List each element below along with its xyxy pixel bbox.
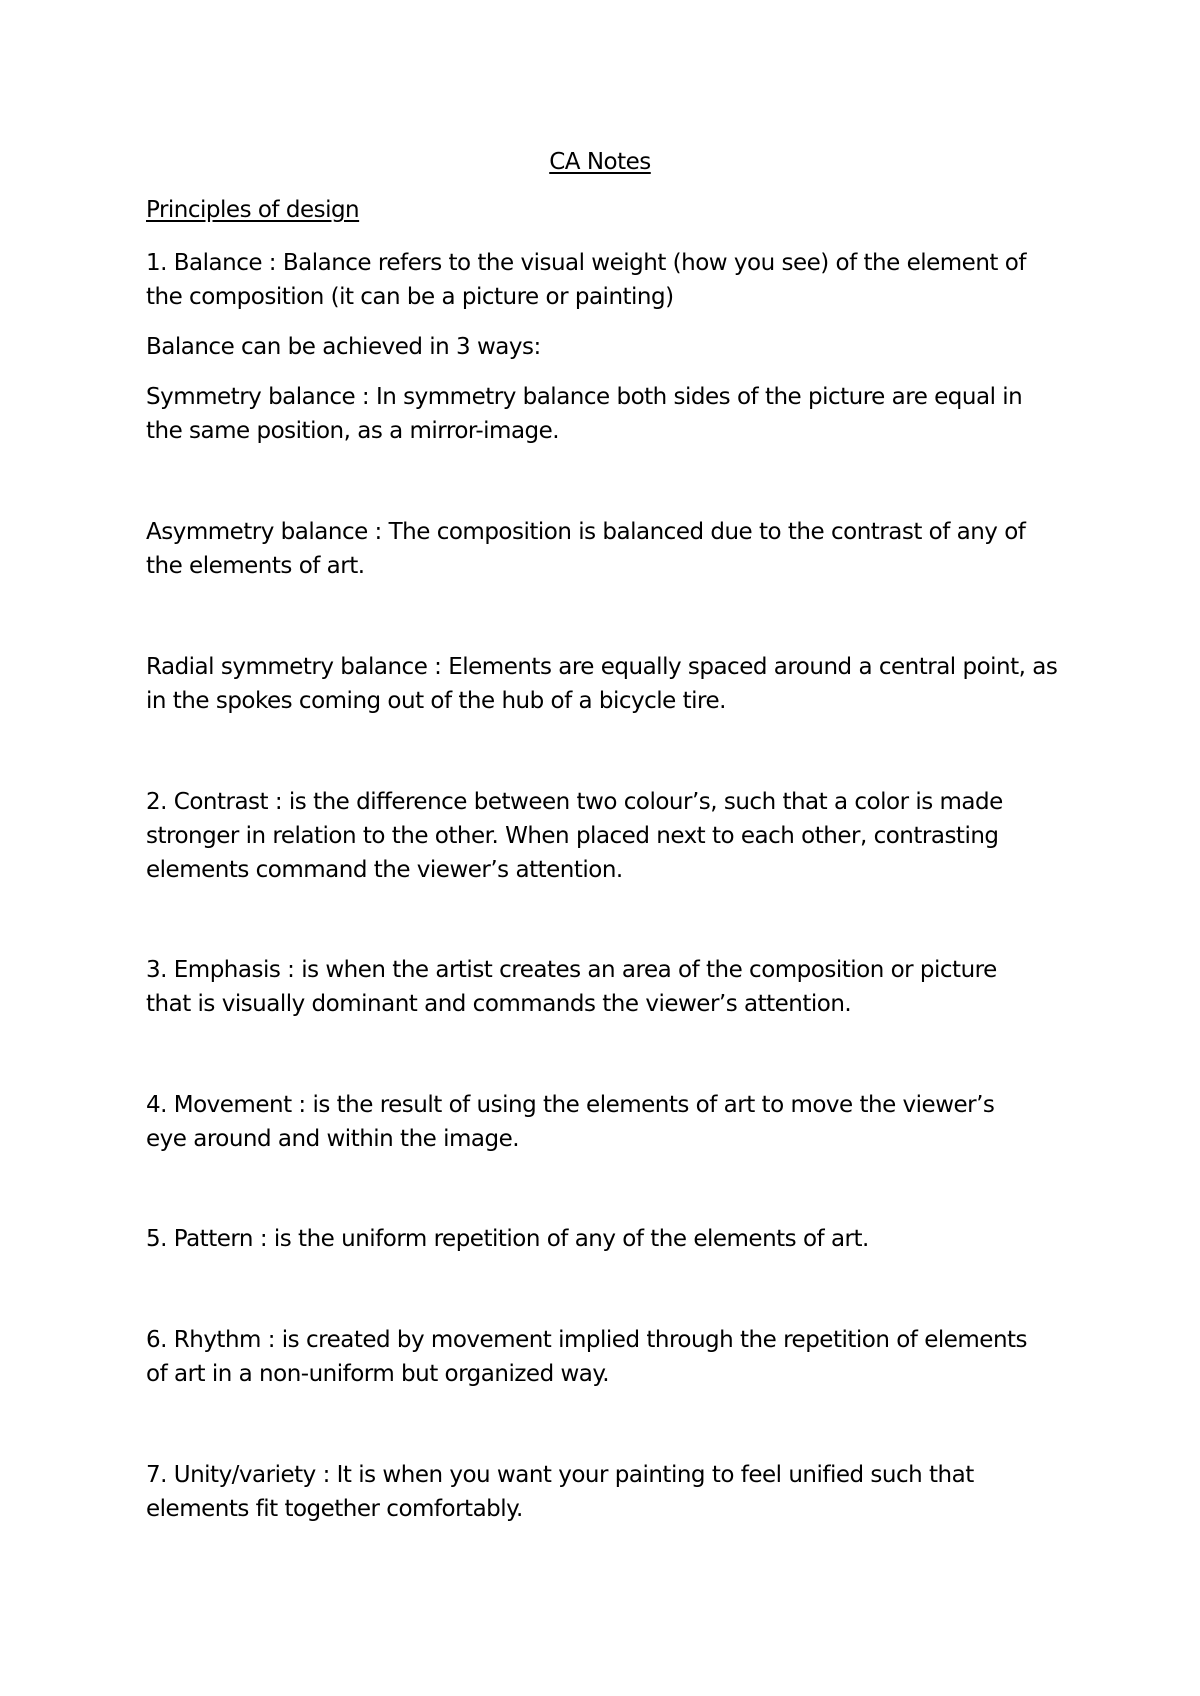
text-line: Symmetry balance : In symmetry balance both sides of the picture are equal in <box>146 384 1023 410</box>
text-line: 7. Unity/variety : It is when you want your painting to feel unified such that <box>146 1462 974 1488</box>
page-title: CA Notes <box>549 149 651 175</box>
text-line: Radial symmetry balance : Elements are equally spaced around a central point, as <box>146 654 1058 680</box>
text-line: in the spokes coming out of the hub of a bicycle tire. <box>146 688 726 714</box>
text-line: 5. Pattern : is the uniform repetition of any of the elements of art. <box>146 1226 869 1252</box>
section-heading: Principles of design <box>146 197 360 223</box>
text-line: the same position, as a mirror-image. <box>146 418 560 444</box>
text-line: Asymmetry balance : The composition is balanced due to the contrast of any of <box>146 519 1026 545</box>
text-line: Balance can be achieved in 3 ways: <box>146 334 541 360</box>
text-line: that is visually dominant and commands the viewer’s attention. <box>146 991 852 1017</box>
text-line: eye around and within the image. <box>146 1126 520 1152</box>
text-line: stronger in relation to the other. When placed next to each other, contrasting <box>146 823 999 849</box>
text-line: the composition (it can be a picture or painting) <box>146 284 674 310</box>
text-line: the elements of art. <box>146 553 365 579</box>
text-line: 6. Rhythm : is created by movement implied through the repetition of elements <box>146 1327 1028 1353</box>
text-line: elements command the viewer’s attention. <box>146 857 623 883</box>
text-line: elements fit together comfortably. <box>146 1496 523 1522</box>
text-line: 2. Contrast : is the difference between two colour’s, such that a color is made <box>146 789 1003 815</box>
text-line: of art in a non-uniform but organized way. <box>146 1361 610 1387</box>
text-line: 4. Movement : is the result of using the elements of art to move the viewer’s <box>146 1092 995 1118</box>
text-line: 1. Balance : Balance refers to the visual weight (how you see) of the element of <box>146 250 1026 276</box>
text-line: 3. Emphasis : is when the artist creates an area of the composition or picture <box>146 957 997 983</box>
